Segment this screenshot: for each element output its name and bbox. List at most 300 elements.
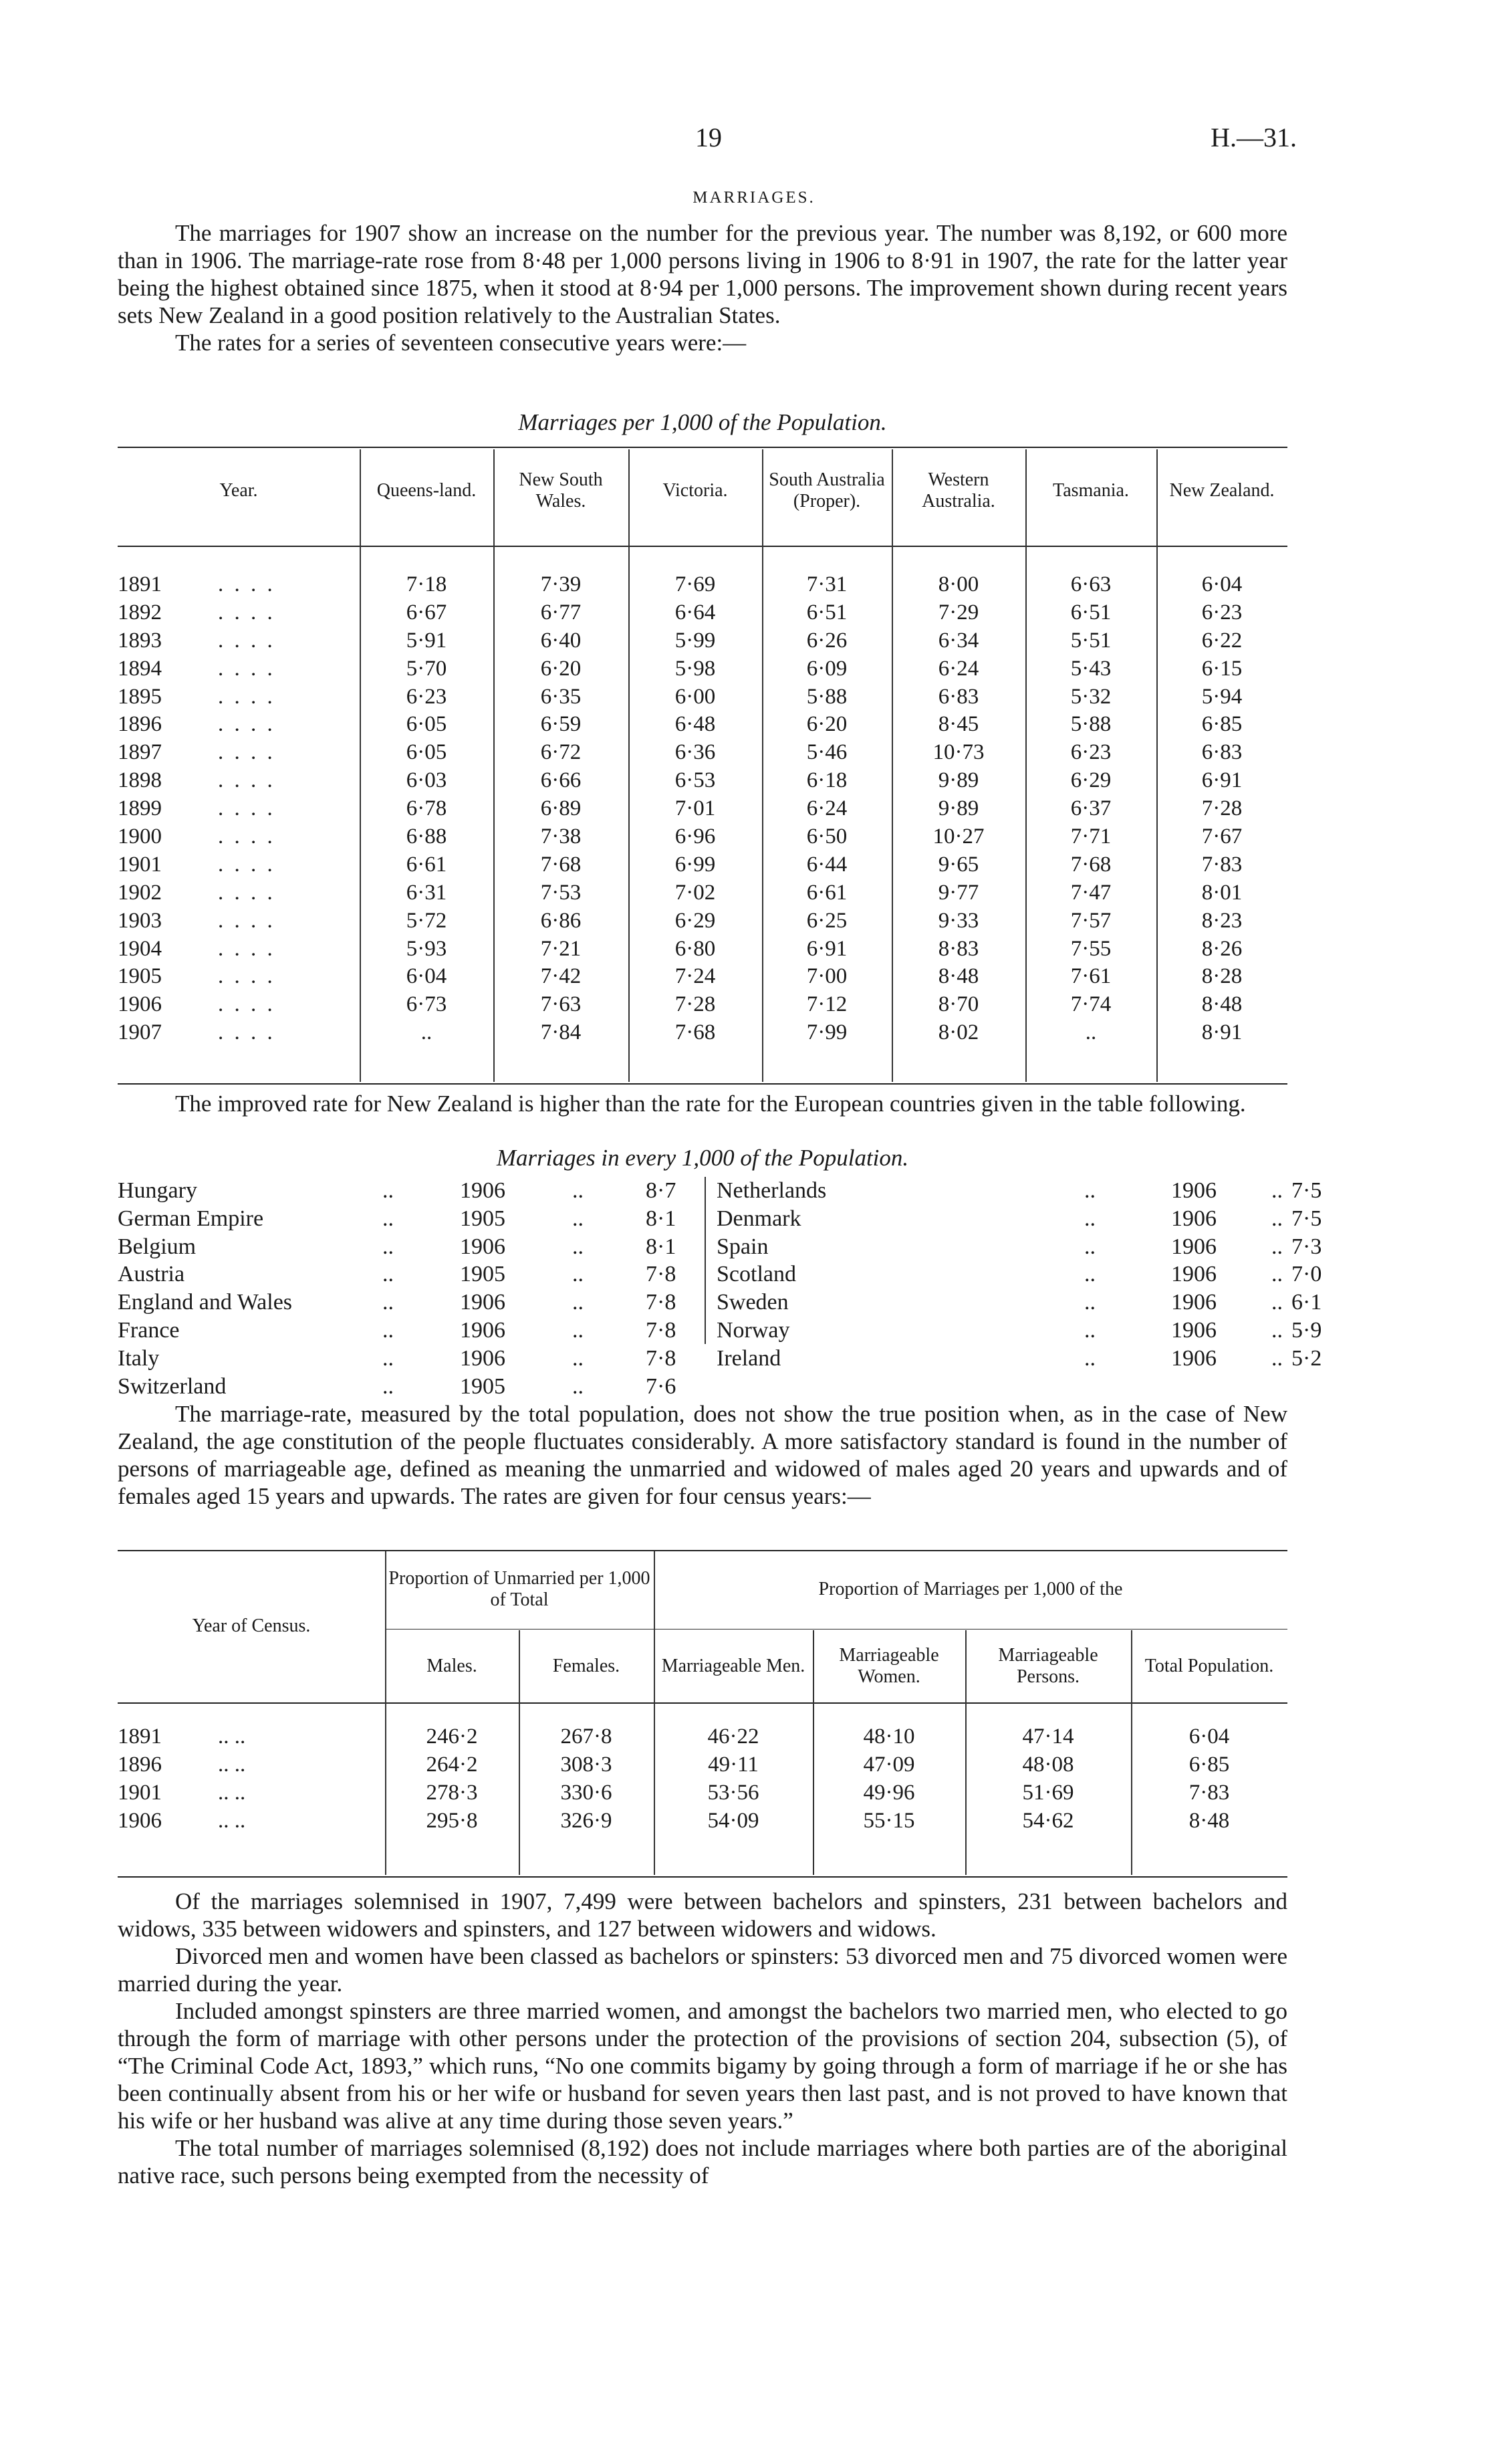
header-marriageable-persons: Marriageable Persons. [998, 1645, 1098, 1687]
table-row [717, 1205, 1322, 1233]
nsw-cell: 7·42 [540, 964, 582, 989]
persons-cell: 48·08 [1022, 1753, 1074, 1777]
leader-dots: . . . . [218, 852, 275, 877]
table1-top-rule [118, 447, 1287, 448]
nsw-cell: 7·53 [540, 880, 582, 905]
nsw-cell: 7·21 [540, 936, 582, 961]
year-cell: 1892 [118, 600, 162, 625]
sa-cell: 6·25 [806, 908, 848, 933]
leader-dots: .. [1271, 1234, 1283, 1259]
men-cell: 53·56 [707, 1781, 759, 1805]
table-row [717, 1345, 1322, 1373]
leader-dots: . . . . [218, 740, 275, 765]
vic-cell: 6·48 [674, 712, 716, 737]
leader-dots: .. [1271, 1317, 1283, 1343]
rate-cell: 5·9 [1291, 1317, 1322, 1343]
closing-paragraph-3: Included amongst spinsters are three married women, and amongst the bachelors two married men, who elected to go through the form of marriage with other persons under the protection of the provisions of section 204, subsection (5), of “The Criminal Code Act, 1893,” which runs, “No one commits bigamy by going through a form of marriage if he or she has been continually absent from his or her wife or husband for seven years then last past, and is not proved to have known that his wife or her husband was alive at any time during those seven years.” [118, 1998, 1287, 2134]
vic-cell: 6·80 [674, 936, 716, 961]
leader-dots: . . . . [218, 992, 275, 1017]
header-victoria: Victoria. [662, 480, 728, 501]
year-cell: 1891 [118, 1724, 162, 1749]
leader-dots: .. [1271, 1345, 1283, 1371]
tas-cell: .. [1085, 1020, 1097, 1045]
sa-cell: 6·18 [806, 768, 848, 793]
qld-cell: 5·70 [406, 656, 447, 681]
tas-cell: 7·68 [1070, 852, 1112, 877]
leader-dots: .. [1084, 1234, 1096, 1259]
table-row [118, 1779, 1287, 1807]
rate-cell: 7·8 [646, 1345, 676, 1371]
sa-cell: 6·20 [806, 712, 848, 737]
year-cell: 1903 [118, 908, 162, 933]
year-cell: 1906 [118, 1809, 162, 1833]
intro-text [118, 219, 1287, 356]
leader-dots: . . . . [218, 656, 275, 681]
table-row [118, 1233, 699, 1261]
vic-cell: 7·68 [674, 1020, 716, 1045]
rate-cell: 5·2 [1291, 1345, 1322, 1371]
leader-dots: .. [1084, 1345, 1096, 1371]
vic-cell: 6·96 [674, 824, 716, 849]
males-cell: 278·3 [426, 1781, 478, 1805]
sa-cell: 5·46 [806, 740, 848, 765]
table-row [118, 1289, 699, 1317]
leader-dots: . . . . [218, 936, 275, 961]
women-cell: 49·96 [863, 1781, 915, 1805]
table-row [118, 767, 1287, 795]
tas-cell: 6·51 [1070, 600, 1112, 625]
vic-cell: 5·99 [674, 628, 716, 653]
table-row [118, 1260, 699, 1289]
women-cell: 48·10 [863, 1724, 915, 1749]
leader-dots: . . . . [218, 824, 275, 849]
rate-cell: 8·1 [646, 1206, 676, 1231]
header-total-population: Total Population. [1144, 1656, 1274, 1676]
wa-cell: 8·00 [938, 572, 979, 596]
tas-cell: 7·61 [1070, 964, 1112, 989]
sa-cell: 5·88 [806, 684, 848, 709]
year-cell: 1906 [1171, 1290, 1217, 1315]
nz-cell: 8·01 [1201, 880, 1243, 905]
wa-cell: 8·70 [938, 992, 979, 1017]
year-cell: 1904 [118, 936, 162, 961]
year-cell: 1906 [1171, 1317, 1217, 1343]
country-cell: Sweden [717, 1290, 789, 1315]
nsw-cell: 6·72 [540, 740, 582, 765]
men-cell: 46·22 [707, 1724, 759, 1749]
wa-cell: 9·33 [938, 908, 979, 933]
header-marriageable-men: Marriageable Men. [661, 1656, 805, 1676]
leader-dots: .. [1271, 1206, 1283, 1231]
country-cell: England and Wales [118, 1290, 293, 1315]
nz-cell: 8·26 [1201, 936, 1243, 961]
table-row [118, 739, 1287, 767]
persons-cell: 54·62 [1022, 1809, 1074, 1833]
vic-cell: 6·36 [674, 740, 716, 765]
tas-cell: 6·29 [1070, 768, 1112, 793]
vic-cell: 6·99 [674, 852, 716, 877]
nsw-cell: 6·77 [540, 600, 582, 625]
header-year-of-census: Year of Census. [192, 1615, 311, 1636]
section-title: MARRIAGES. [693, 189, 815, 207]
table-row [118, 655, 1287, 683]
header-tasmania: Tasmania. [1053, 480, 1129, 501]
leader-dots: .. [572, 1234, 584, 1259]
tas-cell: 7·71 [1070, 824, 1112, 849]
closing-text [118, 1888, 1287, 2189]
table-row [118, 1751, 1287, 1779]
men-cell: 49·11 [708, 1753, 759, 1777]
qld-cell: .. [420, 1020, 432, 1045]
leader-dots: .. [572, 1345, 584, 1371]
wa-cell: 8·48 [938, 964, 979, 989]
table-row [118, 1177, 699, 1205]
tas-cell: 7·55 [1070, 936, 1112, 961]
leader-dots: . . . . [218, 628, 275, 653]
leader-dots: . . . . [218, 796, 275, 821]
year-cell: 1897 [118, 740, 162, 765]
tas-cell: 7·47 [1070, 880, 1112, 905]
year-cell: 1906 [460, 1317, 505, 1343]
persons-cell: 47·14 [1022, 1724, 1074, 1749]
leader-dots: .. .. [218, 1753, 246, 1777]
sa-cell: 6·91 [806, 936, 848, 961]
year-cell: 1906 [460, 1234, 505, 1259]
rate-cell: 7·8 [646, 1317, 676, 1343]
country-cell: Switzerland [118, 1373, 227, 1399]
sa-cell: 6·50 [806, 824, 848, 849]
leader-dots: .. [1084, 1290, 1096, 1315]
wa-cell: 10·73 [932, 740, 985, 765]
leader-dots: . . . . [218, 880, 275, 905]
nsw-cell: 6·20 [540, 656, 582, 681]
qld-cell: 6·61 [406, 852, 447, 877]
sa-cell: 7·00 [806, 964, 848, 989]
country-cell: Norway [717, 1317, 790, 1343]
table-row [717, 1260, 1322, 1289]
table-row [118, 907, 1287, 935]
leader-dots: .. [382, 1206, 394, 1231]
leader-dots: . . . . [218, 908, 275, 933]
country-cell: Ireland [717, 1345, 781, 1371]
year-cell: 1907 [118, 1020, 162, 1045]
leader-dots: . . . . [218, 1020, 275, 1045]
leader-dots: .. .. [218, 1724, 246, 1749]
wa-cell: 6·34 [938, 628, 979, 653]
qld-cell: 6·31 [406, 880, 447, 905]
nsw-cell: 7·39 [540, 572, 582, 596]
wa-cell: 9·89 [938, 796, 979, 821]
nsw-cell: 7·38 [540, 824, 582, 849]
table-row [118, 1205, 699, 1233]
women-cell: 47·09 [863, 1753, 915, 1777]
leader-dots: . . . . [218, 684, 275, 709]
vic-cell: 6·29 [674, 908, 716, 933]
leader-dots: .. [572, 1290, 584, 1315]
sa-cell: 7·12 [806, 992, 848, 1017]
wa-cell: 6·83 [938, 684, 979, 709]
total-cell: 6·04 [1188, 1724, 1230, 1749]
wa-cell: 8·83 [938, 936, 979, 961]
year-cell: 1906 [118, 992, 162, 1017]
table-row [118, 627, 1287, 655]
leader-dots: .. [1271, 1178, 1283, 1203]
rate-cell: 8·7 [646, 1178, 676, 1203]
leader-dots: .. [382, 1262, 394, 1287]
year-cell: 1906 [1171, 1178, 1217, 1203]
women-cell: 55·15 [863, 1809, 915, 1833]
table-row [717, 1317, 1322, 1345]
document-reference: H.—31. [1211, 122, 1297, 152]
country-cell: France [118, 1317, 180, 1343]
vic-cell: 6·53 [674, 768, 716, 793]
table-row [118, 1019, 1287, 1047]
year-cell: 1906 [1171, 1234, 1217, 1259]
table-row [717, 1289, 1322, 1317]
wa-cell: 6·24 [938, 656, 979, 681]
year-cell: 1893 [118, 628, 162, 653]
wa-cell: 8·45 [938, 712, 979, 737]
qld-cell: 6·73 [406, 992, 447, 1017]
intro-paragraph-1: The marriages for 1907 show an increase on the number for the previous year. The number was 8,192, or 600 more than in 1906. The marriage-rate rose from 8·48 per 1,000 persons living in 1906 to 8·91 in 1907, the rate for the latter year being the highest obtained since 1875, when it stood at 8·94 per 1,000 persons. The improvement shown during recent years sets New Zealand in a good position relatively to the Australian States. [118, 220, 1287, 328]
tas-cell: 6·23 [1070, 740, 1112, 765]
year-cell: 1900 [118, 824, 162, 849]
nz-cell: 8·28 [1201, 964, 1243, 989]
table-row [118, 935, 1287, 964]
table-row [118, 1317, 699, 1345]
header-males: Males. [426, 1656, 477, 1676]
table-row [118, 599, 1287, 627]
nz-cell: 6·04 [1201, 572, 1243, 596]
country-cell: Hungary [118, 1178, 197, 1203]
sa-cell: 6·44 [806, 852, 848, 877]
vic-cell: 7·69 [674, 572, 716, 596]
leader-dots: . . . . [218, 600, 275, 625]
year-cell: 1898 [118, 768, 162, 793]
country-cell: Netherlands [717, 1178, 827, 1203]
sa-cell: 7·31 [806, 572, 848, 596]
country-cell: Austria [118, 1262, 185, 1287]
qld-cell: 5·93 [406, 936, 447, 961]
wa-cell: 9·77 [938, 880, 979, 905]
intro-paragraph-2: The rates for a series of seventeen consecutive years were:— [175, 330, 747, 356]
females-cell: 330·6 [560, 1781, 612, 1805]
tas-cell: 5·43 [1070, 656, 1112, 681]
nz-cell: 6·91 [1201, 768, 1243, 793]
sa-cell: 6·26 [806, 628, 848, 653]
rate-cell: 7·0 [1291, 1262, 1322, 1287]
nz-cell: 6·85 [1201, 712, 1243, 737]
qld-cell: 6·78 [406, 796, 447, 821]
table-row [717, 1233, 1322, 1261]
nz-cell: 6·15 [1201, 656, 1243, 681]
marriage-rates-table [118, 447, 1287, 1085]
table-row [118, 683, 1287, 711]
leader-dots: .. [1084, 1206, 1096, 1231]
year-cell: 1906 [460, 1178, 505, 1203]
leader-dots: .. [572, 1373, 584, 1399]
table3-header-rule [118, 1702, 1287, 1704]
leader-dots: .. [382, 1317, 394, 1343]
leader-dots: .. [572, 1206, 584, 1231]
leader-dots: .. [572, 1317, 584, 1343]
nsw-cell: 7·63 [540, 992, 582, 1017]
nsw-cell: 6·35 [540, 684, 582, 709]
nsw-cell: 6·59 [540, 712, 582, 737]
page-number: 19 [695, 122, 722, 152]
closing-paragraph-1: Of the marriages solemnised in 1907, 7,499 were between bachelors and spinsters, 231 between bachelors and widows, 335 between widowers and spinsters, and 127 between widowers and widows. [118, 1888, 1287, 1942]
nz-cell: 5·94 [1201, 684, 1243, 709]
table-row [118, 1345, 699, 1373]
tas-cell: 5·32 [1070, 684, 1112, 709]
sa-cell: 6·24 [806, 796, 848, 821]
table2-left-column [118, 1177, 699, 1400]
nz-cell: 6·22 [1201, 628, 1243, 653]
census-paragraph: The marriage-rate, measured by the total population, does not show the true position when, as in the case of New Zealand, the age constitution of the people fluctuates considerably. A more satisfactory standard is found in the number of persons of marriageable age, defined as meaning the unmarried and widowed of males aged 20 years and upwards and of females aged 15 years and upwards. The rates are given for four census years:— [118, 1401, 1287, 1509]
sa-cell: 6·51 [806, 600, 848, 625]
year-cell: 1906 [460, 1290, 505, 1315]
rate-cell: 7·8 [646, 1290, 676, 1315]
tas-cell: 5·88 [1070, 712, 1112, 737]
wa-cell: 7·29 [938, 600, 979, 625]
table-row [118, 963, 1287, 991]
qld-cell: 6·67 [406, 600, 447, 625]
year-cell: 1899 [118, 796, 162, 821]
country-cell: German Empire [118, 1206, 264, 1231]
table1-bottom-rule [118, 1083, 1287, 1085]
header-year: Year. [219, 480, 258, 501]
leader-dots: .. [382, 1345, 394, 1371]
country-cell: Belgium [118, 1234, 197, 1259]
year-cell: 1906 [1171, 1345, 1217, 1371]
table-row [118, 851, 1287, 879]
table-row [118, 571, 1287, 599]
sa-cell: 6·61 [806, 880, 848, 905]
rate-cell: 8·1 [646, 1234, 676, 1259]
country-cell: Denmark [717, 1206, 801, 1231]
males-cell: 295·8 [426, 1809, 478, 1833]
table-row [118, 1807, 1287, 1835]
leader-dots: .. [1084, 1317, 1096, 1343]
females-cell: 267·8 [560, 1724, 612, 1749]
males-cell: 246·2 [426, 1724, 478, 1749]
qld-cell: 5·72 [406, 908, 447, 933]
year-cell: 1901 [118, 852, 162, 877]
nsw-cell: 7·68 [540, 852, 582, 877]
males-cell: 264·2 [426, 1753, 478, 1777]
comparison-text [118, 1090, 1287, 1117]
rate-cell: 7·5 [1291, 1178, 1322, 1203]
table3-subheader-rule [385, 1629, 1287, 1630]
table2-caption: Marriages in every 1,000 of the Population. [496, 1145, 909, 1171]
table-row [118, 991, 1287, 1019]
header-proportion-marriages: Proportion of Marriages per 1,000 of the [818, 1579, 1123, 1599]
rate-cell: 7·8 [646, 1262, 676, 1287]
nz-cell: 8·91 [1201, 1020, 1243, 1045]
table-row [118, 879, 1287, 907]
vic-cell: 6·64 [674, 600, 716, 625]
table2-column-divider [705, 1177, 706, 1344]
vic-cell: 7·02 [674, 880, 716, 905]
sa-cell: 6·09 [806, 656, 848, 681]
leader-dots: . . . . [218, 768, 275, 793]
table3-body [118, 1722, 1287, 1835]
year-cell: 1896 [118, 1753, 162, 1777]
tas-cell: 6·63 [1070, 572, 1112, 596]
total-cell: 7·83 [1188, 1781, 1230, 1805]
header-females: Females. [552, 1656, 620, 1676]
nsw-cell: 6·89 [540, 796, 582, 821]
table1-caption: Marriages per 1,000 of the Population. [518, 409, 887, 435]
qld-cell: 6·88 [406, 824, 447, 849]
tas-cell: 7·74 [1070, 992, 1112, 1017]
nz-cell: 6·23 [1201, 600, 1243, 625]
table-row [118, 795, 1287, 823]
females-cell: 308·3 [560, 1753, 612, 1777]
wa-cell: 8·02 [938, 1020, 979, 1045]
header-new-zealand: New Zealand. [1169, 480, 1275, 501]
table-row [118, 823, 1287, 851]
leader-dots: .. [382, 1178, 394, 1203]
nz-cell: 8·48 [1201, 992, 1243, 1017]
total-cell: 6·85 [1188, 1753, 1230, 1777]
closing-paragraph-2: Divorced men and women have been classed as bachelors or spinsters: 53 divorced men and 75 divorced women were married during the year. [118, 1943, 1287, 1997]
vic-cell: 7·01 [674, 796, 716, 821]
nsw-cell: 6·66 [540, 768, 582, 793]
year-cell: 1902 [118, 880, 162, 905]
nz-cell: 7·28 [1201, 796, 1243, 821]
rate-cell: 6·1 [1291, 1290, 1322, 1315]
tas-cell: 7·57 [1070, 908, 1112, 933]
year-cell: 1905 [460, 1373, 505, 1399]
qld-cell: 5·91 [406, 628, 447, 653]
nsw-cell: 6·40 [540, 628, 582, 653]
country-cell: Italy [118, 1345, 160, 1371]
nz-cell: 6·83 [1201, 740, 1243, 765]
table-row [118, 1722, 1287, 1751]
leader-dots: . . . . [218, 964, 275, 989]
year-cell: 1896 [118, 712, 162, 737]
table-row [118, 711, 1287, 739]
tas-cell: 6·37 [1070, 796, 1112, 821]
year-cell: 1905 [460, 1262, 505, 1287]
wa-cell: 9·65 [938, 852, 979, 877]
wa-cell: 9·89 [938, 768, 979, 793]
qld-cell: 7·18 [406, 572, 447, 596]
wa-cell: 10·27 [932, 824, 985, 849]
leader-dots: .. [382, 1373, 394, 1399]
census-text [118, 1400, 1287, 1510]
vic-cell: 7·28 [674, 992, 716, 1017]
table2-right-column [717, 1177, 1322, 1373]
leader-dots: .. .. [218, 1809, 246, 1833]
table-row [717, 1177, 1322, 1205]
qld-cell: 6·03 [406, 768, 447, 793]
year-cell: 1894 [118, 656, 162, 681]
females-cell: 326·9 [560, 1809, 612, 1833]
header-queensland: Queens-land. [376, 480, 477, 501]
nsw-cell: 6·86 [540, 908, 582, 933]
year-cell: 1906 [460, 1345, 505, 1371]
year-cell: 1905 [118, 964, 162, 989]
year-cell: 1906 [1171, 1262, 1217, 1287]
leader-dots: .. .. [218, 1781, 246, 1805]
qld-cell: 6·23 [406, 684, 447, 709]
header-marriageable-women: Marriageable Women. [839, 1645, 939, 1687]
men-cell: 54·09 [707, 1809, 759, 1833]
leader-dots: .. [1084, 1178, 1096, 1203]
comparison-paragraph: The improved rate for New Zealand is higher than the rate for the European countries given in the table following. [175, 1091, 1246, 1117]
